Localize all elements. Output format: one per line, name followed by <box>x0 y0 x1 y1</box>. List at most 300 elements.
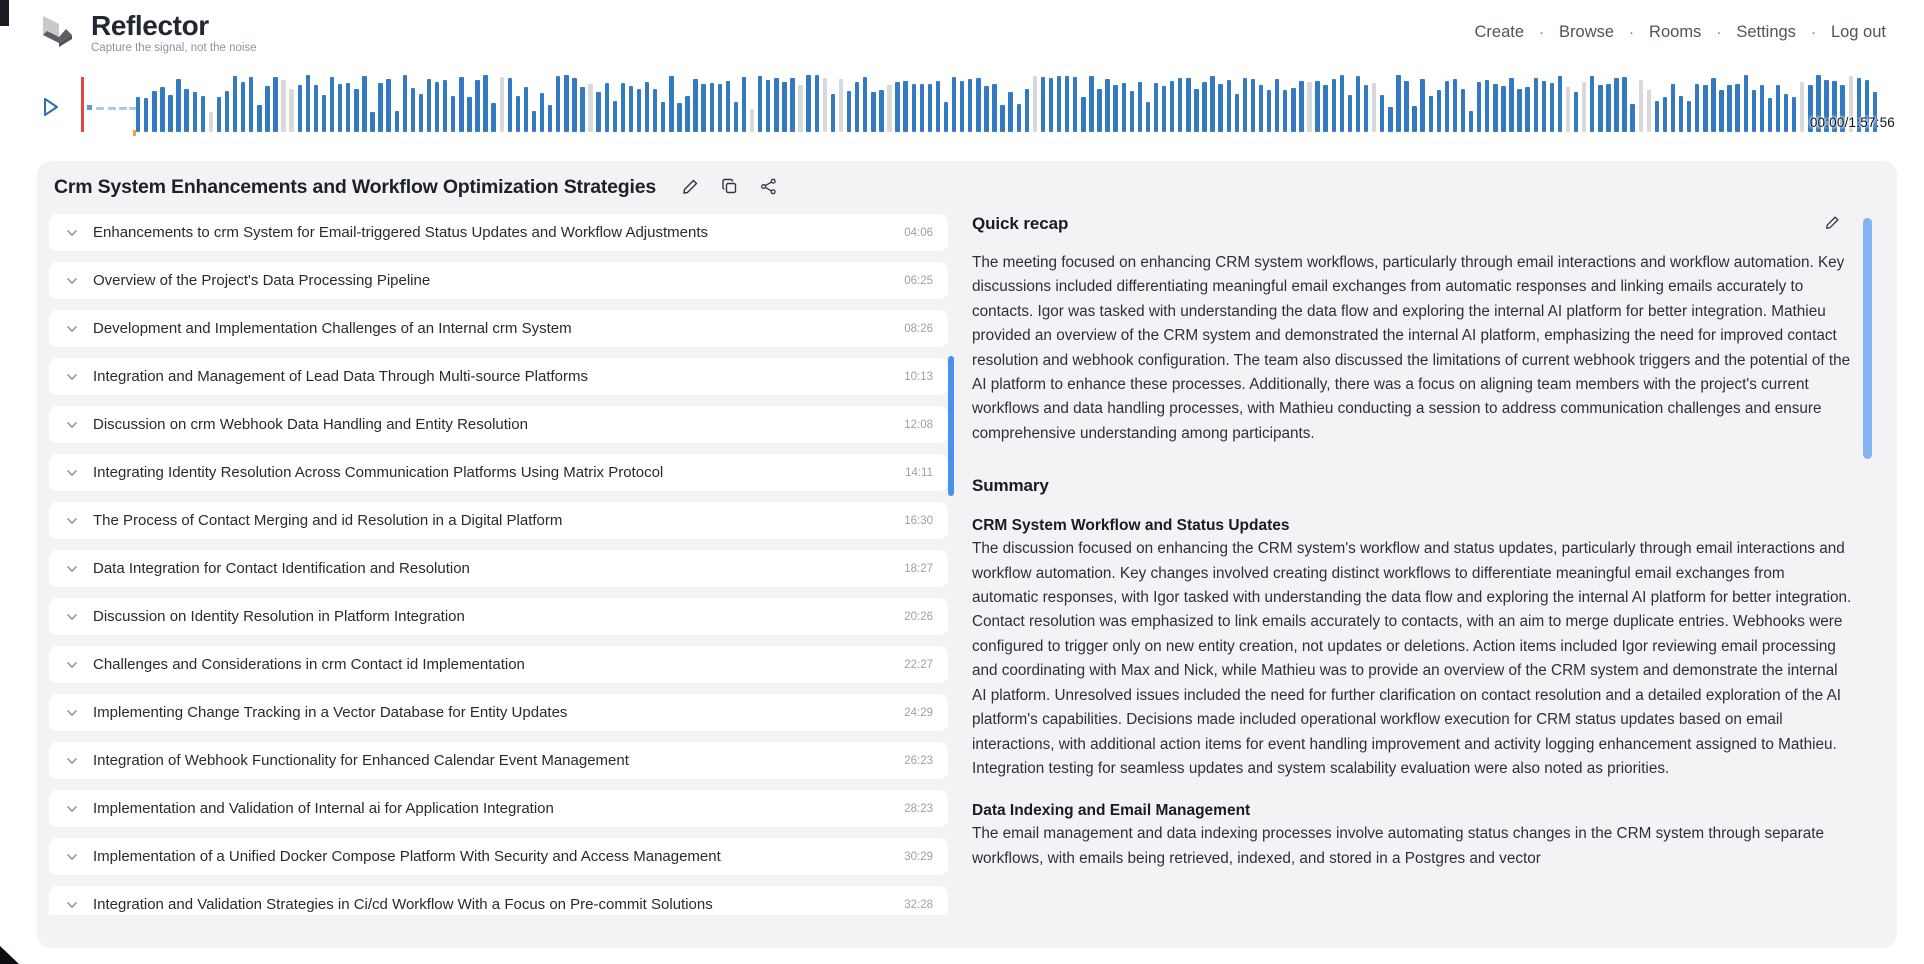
waveform-bar <box>1210 76 1214 133</box>
waveform-bar <box>1315 81 1319 132</box>
waveform-bar <box>1041 77 1045 132</box>
waveform-bar <box>1598 85 1602 133</box>
waveform-bar <box>233 76 237 132</box>
copy-button[interactable] <box>721 178 738 198</box>
topic-row[interactable] <box>49 742 948 779</box>
waveform-bar <box>1477 82 1481 132</box>
waveform[interactable] <box>136 75 1895 132</box>
waveform-bar <box>459 77 463 132</box>
chevron-down-icon[interactable] <box>66 901 78 909</box>
waveform-bar <box>580 87 584 132</box>
reflector-logo-icon <box>38 10 76 54</box>
topic-title: Implementing Change Tracking in a Vector Database for Entity Updates <box>93 704 568 721</box>
topic-timestamp: 32:28 <box>904 898 933 911</box>
topic-row[interactable] <box>49 646 948 683</box>
waveform-bar <box>241 82 245 132</box>
waveform-bar <box>1606 84 1610 132</box>
waveform-bar <box>532 111 536 132</box>
waveform-bar <box>168 95 172 132</box>
waveform-bar <box>912 84 916 132</box>
waveform-bar <box>184 89 188 132</box>
waveform-bar <box>1008 92 1012 132</box>
waveform-bar <box>1622 77 1626 132</box>
waveform-bar <box>273 77 277 132</box>
waveform-bar <box>774 78 778 132</box>
waveform-bar <box>1033 76 1037 132</box>
waveform-bar <box>839 79 843 132</box>
waveform-bar <box>160 87 164 132</box>
waveform-bar <box>1307 82 1311 132</box>
waveform-bar <box>508 78 512 132</box>
waveform-dot <box>87 105 92 110</box>
waveform-bar <box>1372 83 1376 132</box>
waveform-bar <box>491 103 495 133</box>
topic-row[interactable] <box>49 790 948 827</box>
waveform-bar <box>176 79 180 132</box>
waveform-bar <box>209 112 213 132</box>
topic-timestamp: 14:11 <box>905 466 933 479</box>
title-actions <box>682 178 777 198</box>
topic-row[interactable] <box>49 694 948 731</box>
waveform-bar <box>588 84 592 132</box>
waveform-bar <box>1194 89 1198 132</box>
topic-title: Discussion on crm Webhook Data Handling and Entity Resolution <box>93 416 528 433</box>
waveform-bar <box>411 88 415 132</box>
waveform-bar <box>1396 75 1400 132</box>
topic-title: Integration and Validation Strategies in Ci/cd Workflow With a Focus on Pre-commit Solutions <box>93 896 713 913</box>
waveform-bar <box>903 81 907 132</box>
topic-timestamp: 22:27 <box>904 658 933 671</box>
topic-timestamp: 16:30 <box>904 514 933 527</box>
waveform-bar <box>395 111 399 132</box>
summary-section-heading: Data Indexing and Email Management <box>972 802 1251 820</box>
recap-header <box>972 214 1854 234</box>
waveform-bar <box>685 96 689 132</box>
waveform-bar <box>1493 84 1497 133</box>
summary-section-text: The email management and data indexing processes involve automating status changes in the CRM system through separate workflows, with emails being retrieved, indexed, and stored in a Postgres and vector <box>972 825 1825 867</box>
nav-separator: · <box>1716 23 1722 41</box>
waveform-bar <box>1122 83 1126 132</box>
waveform-dash <box>119 107 127 110</box>
waveform-bar <box>895 82 899 132</box>
waveform-bar <box>1614 78 1618 132</box>
waveform-bar <box>1348 95 1352 132</box>
topic-timestamp: 24:29 <box>904 706 933 719</box>
waveform-bar <box>524 87 528 132</box>
waveform-bar <box>984 86 988 132</box>
play-button[interactable] <box>42 97 60 120</box>
topic-title: The Process of Contact Merging and id Resolution in a Digital Platform <box>93 512 563 529</box>
waveform-bar <box>1647 90 1651 132</box>
waveform-bar <box>1218 84 1222 132</box>
waveform-bar <box>1404 81 1408 132</box>
waveform-bar <box>1663 97 1667 132</box>
waveform-bar <box>1000 105 1004 132</box>
nav-separator: · <box>1629 23 1635 41</box>
topic-row[interactable] <box>49 262 948 299</box>
copy-icon <box>721 178 738 198</box>
waveform-bar <box>1639 80 1643 132</box>
chevron-down-icon[interactable] <box>66 325 78 333</box>
waveform-bar <box>1590 76 1594 132</box>
waveform-bar <box>782 82 786 132</box>
meeting-card <box>37 161 1897 948</box>
waveform-bar <box>265 86 269 132</box>
waveform-bar <box>1243 78 1247 132</box>
waveform-bar <box>467 97 471 132</box>
waveform-bar <box>710 83 714 132</box>
waveform-bar <box>863 77 867 132</box>
waveform-bar <box>831 94 835 132</box>
waveform-bar <box>1323 85 1327 133</box>
waveform-bar <box>734 102 738 132</box>
waveform-bar <box>1784 94 1788 132</box>
waveform-bar <box>1162 86 1166 132</box>
waveform-bar <box>1283 90 1287 132</box>
waveform-bar <box>289 89 293 132</box>
topic-row[interactable] <box>49 502 948 539</box>
waveform-bar <box>330 77 334 132</box>
summary-heading: Summary <box>972 476 1049 496</box>
app-title: Reflector <box>91 9 209 41</box>
waveform-bar <box>1582 82 1586 132</box>
waveform-bar <box>1760 85 1764 132</box>
waveform-bar <box>152 91 156 132</box>
waveform-bar <box>1534 78 1538 132</box>
topic-row[interactable] <box>49 886 948 915</box>
chevron-down-icon[interactable] <box>66 853 78 861</box>
waveform-bar <box>378 83 382 132</box>
waveform-bar <box>798 85 802 132</box>
topic-timestamp: 20:26 <box>904 610 933 623</box>
topic-timestamp: 28:23 <box>904 802 933 815</box>
audio-player <box>0 74 1924 136</box>
waveform-bar <box>1049 78 1053 132</box>
waveform-bar <box>1299 81 1303 132</box>
share-icon <box>760 178 777 198</box>
cursor-artifact-bottom-left <box>0 946 19 964</box>
waveform-bar <box>1752 90 1756 132</box>
waveform-bar <box>1081 97 1085 132</box>
waveform-bar <box>564 75 568 132</box>
summary-section-text: The discussion focused on enhancing the CRM system's workflow and status updates, particularly through email interactions and workflow automation. Key changes involved creating distinct workflows to differentiate meaningful email exchanges from automatic responses, with Igor tasked with understanding the data flow and exploring the internal AI platform for better integration. Contact resolution was emphasized to link emails accurately to contacts, with an aim to merge duplicate entries. Webhooks were configured to trigger only on new entity creation, not updates or deletions. Action items included Igor reviewing email processing and coordinating with Max and Nick, while Mathieu was to provide an overview of the CRM system and demonstrate the internal AI platform. Unresolved issues included the need for further clarification on contact resolution and a detailed exploration of the AI platform's capabilities. Decisions made included operational workflow execution for CRM status updates based on email interactions, with additional action items for event handling improvement and activity logging enhancement assigned to Mathieu. Integration testing for seamless updates and system scalability evaluation were also noted as priorities. <box>972 540 1852 777</box>
topic-timestamp: 26:23 <box>904 754 933 767</box>
topic-title: Implementation and Validation of Internal ai for Application Integration <box>93 800 554 817</box>
waveform-bar <box>960 81 964 132</box>
waveform-bar <box>572 78 576 132</box>
waveform-bar <box>1727 85 1731 132</box>
summary-scrollbar[interactable] <box>1863 218 1872 459</box>
waveform-bar <box>645 82 649 132</box>
waveform-bar <box>1154 83 1158 132</box>
waveform-bar <box>435 82 439 132</box>
waveform-bar <box>605 83 609 133</box>
chevron-down-icon[interactable] <box>66 373 78 381</box>
topic-timestamp: 30:29 <box>904 850 933 863</box>
nav-item-rooms[interactable]: Rooms <box>1649 22 1702 41</box>
waveform-bar <box>1711 78 1715 132</box>
waveform-bar <box>1792 97 1796 132</box>
waveform-bar <box>419 94 423 132</box>
chevron-down-icon[interactable] <box>66 709 78 717</box>
waveform-bar <box>806 75 810 132</box>
pencil-icon <box>682 178 699 198</box>
waveform-bar <box>1364 85 1368 132</box>
topic-row[interactable] <box>49 598 948 635</box>
topics-list <box>49 214 948 915</box>
waveform-bar <box>1186 78 1190 132</box>
waveform-bar <box>516 96 520 132</box>
waveform-bar <box>1097 89 1101 132</box>
summary-section-heading: CRM System Workflow and Status Updates <box>972 517 1290 535</box>
waveform-bar <box>1558 76 1562 132</box>
topic-title: Development and Implementation Challenges of an Internal crm System <box>93 320 572 337</box>
waveform-bar <box>556 76 560 132</box>
chevron-down-icon[interactable] <box>66 229 78 237</box>
quick-recap-text: The meeting focused on enhancing CRM system workflows, particularly through email interactions and workflow automation. Key discussions included differentiating meaningful email exchanges from automatic responses and linking emails accurately to contacts. Igor was tasked with understanding the data flow and exploring the internal AI platform for better integration. Mathieu provided an overview of the CRM system and demonstrated the internal AI platform, emphasizing the need for improved contact resolution and webhook configuration. The team also discussed the limitations of current webhook triggers and the potential of the AI platform to enhance these processes. Additionally, there was a focus on aligning team members with the project's current workflows and data handling processes, with Mathieu conducting a session to address communication challenges and ensure comprehensive understanding among participants. <box>972 254 1851 442</box>
waveform-bar <box>201 96 205 132</box>
waveform-bar <box>1800 82 1804 132</box>
waveform-bar <box>1703 85 1707 132</box>
waveform-bar <box>1412 106 1416 133</box>
waveform-bar <box>1170 81 1174 132</box>
topic-title: Overview of the Project's Data Processing Pipeline <box>93 272 431 289</box>
summary-sections <box>972 517 1854 871</box>
waveform-bar <box>1525 87 1529 132</box>
waveform-bar <box>976 78 980 132</box>
meeting-title-row <box>54 176 777 199</box>
waveform-bar <box>1356 76 1360 132</box>
waveform-bar <box>338 84 342 132</box>
waveform-bar <box>1130 91 1134 132</box>
waveform-bar <box>298 85 302 132</box>
waveform-bar <box>1017 104 1021 132</box>
waveform-bar <box>596 92 600 132</box>
topic-title: Data Integration for Contact Identification and Resolution <box>93 560 470 577</box>
waveform-bar <box>1550 83 1554 132</box>
topic-timestamp: 04:06 <box>904 226 933 239</box>
nav-item-log-out[interactable]: Log out <box>1830 22 1886 41</box>
waveform-bar <box>823 78 827 132</box>
playback-cursor[interactable] <box>81 77 84 132</box>
topic-title: Challenges and Considerations in crm Contact id Implementation <box>93 656 525 673</box>
waveform-bar <box>136 97 140 132</box>
waveform-bar <box>742 77 746 132</box>
waveform-bar <box>629 86 633 133</box>
waveform-bar <box>386 79 390 132</box>
waveform-bar <box>1445 81 1449 132</box>
waveform-bar <box>1227 80 1231 133</box>
waveform-bar <box>1388 107 1392 132</box>
waveform-bar <box>790 78 794 132</box>
share-button[interactable] <box>760 178 777 198</box>
waveform-bar <box>669 76 673 132</box>
waveform-bar <box>887 85 891 132</box>
nav-item-browse[interactable]: Browse <box>1559 22 1615 41</box>
topic-row[interactable] <box>49 214 948 251</box>
waveform-bar <box>403 75 407 132</box>
app-tagline: Capture the signal, not the noise <box>91 41 257 54</box>
chevron-down-icon[interactable] <box>66 469 78 477</box>
waveform-bar <box>726 81 730 133</box>
topic-row[interactable] <box>49 406 948 443</box>
waveform-bar <box>750 109 754 132</box>
waveform-bar <box>362 76 366 132</box>
waveform-bar <box>1291 88 1295 132</box>
waveform-bar <box>1630 104 1634 132</box>
waveform-bar <box>718 84 722 132</box>
topic-row[interactable] <box>49 358 948 395</box>
waveform-bar <box>1025 89 1029 132</box>
waveform-bar <box>1719 90 1723 132</box>
waveform-bar <box>701 84 705 132</box>
topics-scrollbar[interactable] <box>948 356 954 496</box>
waveform-bar <box>1235 94 1239 132</box>
edit-recap-button[interactable] <box>1825 215 1840 233</box>
topic-timestamp: 18:27 <box>904 562 933 575</box>
topic-row[interactable] <box>49 310 948 347</box>
waveform-bar <box>1275 79 1279 132</box>
waveform-bar <box>500 77 504 132</box>
waveform-bar <box>992 84 996 132</box>
waveform-bar <box>475 80 479 133</box>
waveform-bar <box>443 80 447 132</box>
waveform-bar <box>1542 81 1546 132</box>
nav-item-create[interactable]: Create <box>1474 22 1525 41</box>
waveform-bar <box>968 79 972 132</box>
waveform-bar <box>225 91 229 133</box>
waveform-bar <box>871 92 875 132</box>
topic-title: Integrating Identity Resolution Across Communication Platforms Using Matrix Protocol <box>93 464 664 481</box>
waveform-bar <box>1146 102 1150 132</box>
waveform-bar <box>653 89 657 133</box>
topic-title: Integration and Management of Lead Data Through Multi-source Platforms <box>93 368 588 385</box>
chevron-down-icon[interactable] <box>66 757 78 765</box>
waveform-bar <box>1340 75 1344 132</box>
waveform-bar <box>548 105 552 132</box>
waveform-bar <box>354 89 358 132</box>
waveform-bar <box>1469 111 1473 132</box>
brand-text <box>91 11 257 54</box>
nav-item-settings[interactable]: Settings <box>1736 22 1796 41</box>
waveform-bar <box>1065 76 1069 133</box>
waveform-bar <box>1735 84 1739 132</box>
waveform-bar <box>217 97 221 132</box>
chevron-down-icon[interactable] <box>66 805 78 813</box>
waveform-bar <box>1574 92 1578 132</box>
waveform-bar <box>314 85 318 133</box>
waveform-bar <box>920 84 924 132</box>
chevron-down-icon[interactable] <box>66 565 78 573</box>
waveform-bar <box>370 112 374 132</box>
waveform-bar <box>1655 101 1659 132</box>
waveform-dash <box>96 107 104 110</box>
waveform-bar <box>1437 90 1441 132</box>
waveform-bar <box>322 95 326 132</box>
waveform-bar <box>1251 79 1255 132</box>
waveform-bar <box>1202 82 1206 132</box>
waveform-bar <box>346 83 350 132</box>
waveform-bar <box>613 101 617 132</box>
waveform-bar <box>1113 85 1117 132</box>
waveform-bar <box>1178 78 1182 132</box>
waveform-bar <box>193 92 197 132</box>
waveform-bar <box>1671 84 1675 132</box>
waveform-bar <box>1679 96 1683 132</box>
pencil-icon <box>1825 215 1840 233</box>
chevron-down-icon[interactable] <box>66 661 78 669</box>
waveform-bar <box>766 80 770 132</box>
waveform-bar <box>879 90 883 132</box>
waveform-bar <box>928 84 932 132</box>
waveform-bar <box>855 82 859 132</box>
edit-title-button[interactable] <box>682 178 699 198</box>
chevron-down-icon[interactable] <box>66 421 78 429</box>
topic-title: Implementation of a Unified Docker Compose Platform With Security and Access Management <box>93 848 721 865</box>
waveform-bar <box>1501 86 1505 132</box>
waveform-dash <box>108 107 116 110</box>
waveform-bar <box>758 76 762 132</box>
nav-separator: · <box>1810 23 1816 41</box>
topic-timestamp: 06:25 <box>904 274 933 287</box>
waveform-bar <box>1259 85 1263 132</box>
topic-row[interactable] <box>49 838 948 875</box>
waveform-bar <box>1744 75 1748 132</box>
time-display: 00:00/1:57:56 <box>1809 115 1895 130</box>
topic-row[interactable] <box>49 454 948 491</box>
waveform-bar <box>952 77 956 132</box>
waveform-bar <box>936 81 940 132</box>
waveform-bar <box>1073 77 1077 132</box>
waveform-bar <box>1695 84 1699 132</box>
waveform-bar <box>483 75 487 132</box>
nav-separator: · <box>1539 23 1545 41</box>
waveform-bar <box>281 80 285 132</box>
waveform-bar <box>1776 85 1780 132</box>
topic-timestamp: 08:26 <box>904 322 933 335</box>
waveform-bar <box>1566 87 1570 132</box>
waveform-bar <box>944 102 948 132</box>
topic-title: Integration of Webhook Functionality for Enhanced Calendar Event Management <box>93 752 629 769</box>
waveform-bar <box>815 75 819 132</box>
waveform-bar <box>1461 89 1465 132</box>
topic-row[interactable] <box>49 550 948 587</box>
waveform-bar <box>847 91 851 133</box>
chevron-down-icon[interactable] <box>66 517 78 525</box>
summary-panel <box>972 214 1854 948</box>
quick-recap-heading: Quick recap <box>972 214 1069 233</box>
waveform-bar <box>1517 89 1521 132</box>
waveform-bar <box>1138 82 1142 132</box>
topic-title: Discussion on Identity Resolution in Platform Integration <box>93 608 465 625</box>
waveform-bar <box>661 102 665 133</box>
waveform-bar <box>1267 90 1271 132</box>
waveform-bar <box>677 103 681 132</box>
waveform-bar <box>693 79 697 132</box>
waveform-bar <box>1105 79 1109 132</box>
waveform-bar <box>1509 78 1513 132</box>
topic-title: Enhancements to crm System for Email-triggered Status Updates and Workflow Adjustments <box>93 224 708 241</box>
waveform-bar <box>1057 76 1061 132</box>
chevron-down-icon[interactable] <box>66 613 78 621</box>
topic-timestamp: 12:08 <box>904 418 933 431</box>
waveform-bar <box>144 98 148 132</box>
waveform-bar <box>306 75 310 132</box>
chevron-down-icon[interactable] <box>66 277 78 285</box>
waveform-bar <box>1485 80 1489 132</box>
waveform-bar <box>1380 95 1384 132</box>
waveform-bar <box>249 77 253 132</box>
